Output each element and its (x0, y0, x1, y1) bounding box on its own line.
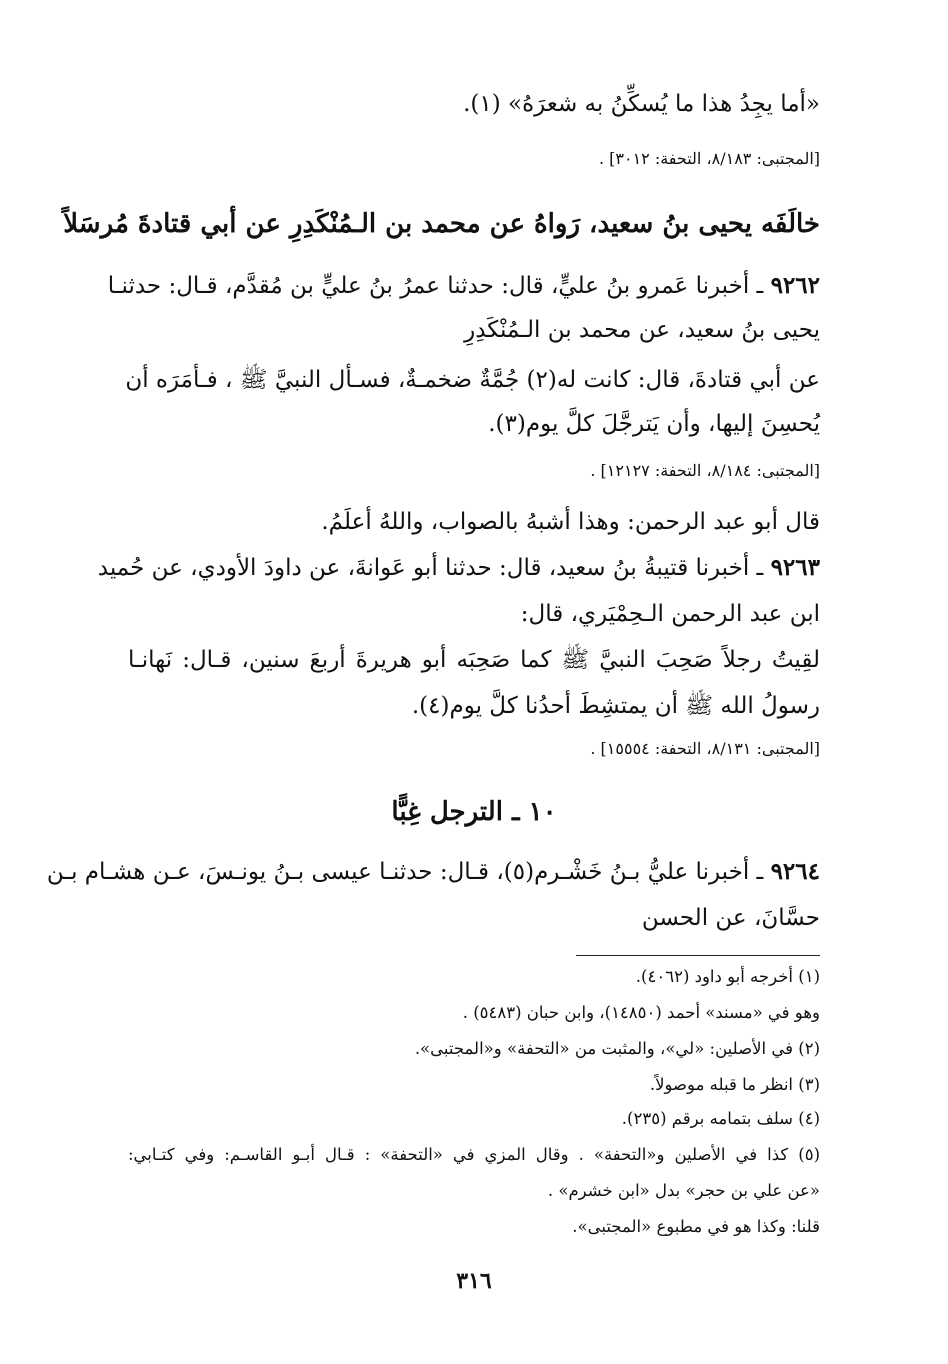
hadith-9264-line-1 (46, 856, 820, 888)
hadith-9262-line-4: يُحسِنَ إليها، وأن يَترجَّلَ كلَّ يوم(٣). (488, 411, 820, 437)
citation: [المجتبى: ٨/١٨٤، التحفة: ١٢١٢٧] . (590, 461, 820, 480)
hadith-9264-line-2: حسَّانَ، عن الحسن (641, 905, 820, 931)
page-number: ٣١٦ (456, 1268, 492, 1294)
footnote: «عن علي بن حجر» بدل «ابن خشرم» . (547, 1181, 820, 1200)
chapter-heading: ١٠ ـ الترجل غِبًّا (391, 797, 557, 827)
citation: [المجتبى: ٨/١٨٣، التحفة: ٣٠١٢] . (598, 149, 820, 168)
hadith-number: ٩٢٦٢ (770, 272, 820, 299)
hadith-9262-line-2: يحيى بنُ سعيد، عن محمد بن الـمُنْكَدِرِ (464, 317, 820, 343)
hadith-text: ـ أخبرنا عَمرو بنُ عليٍّ، قال: حدثنا عمرُ بنُ عليٍّ بن مُقدَّم، قـال: حدثنـا (107, 273, 771, 299)
hadith-number: ٩٢٦٣ (770, 554, 820, 581)
text-line: «أما يجِدُ هذا ما يُسكِّنُ به شعرَهُ» (١). (463, 91, 820, 117)
hadith-text: ـ أخبرنا عليُّ بـنُ خَشْـرم(٥)، قـال: حدثنـا عيسى بـنُ يونـسَ، عـن هشـام بـن (46, 859, 771, 885)
footnote: (١) أخرجه أبو داود (٤٠٦٢). (635, 967, 820, 986)
hadith-9263-line-4: رسولُ الله ﷺ أن يمتشِطَ أحدُنا كلَّ يوم(٤). (411, 693, 820, 719)
footnote: (٤) سلف بتمامه برقم (٢٣٥). (621, 1109, 820, 1128)
hadith-text: ـ أخبرنا قتيبةُ بنُ سعيد، قال: حدثنا أبو عَوانةَ، عن داودَ الأودي، عن حُميد (97, 555, 771, 581)
citation: [المجتبى: ٨/١٣١، التحفة: ١٥٥٥٤] . (590, 739, 820, 758)
footnote: وهو في «مسند» أحمد (١٤٨٥٠)، وابن حبان (٥٤٨٣) . (462, 1003, 820, 1022)
footnote: (٢) في الأصلين: «لي»، والمثبت من «التحفة» و«المجتبى». (414, 1039, 820, 1058)
hadith-9262-line-3: عن أبي قتادةَ، قال: كانت له(٢) جُمَّةٌ ضخمـةٌ، فسـأل النبيَّ ﷺ ، فـأمَرَه أن (125, 367, 820, 393)
hadith-9263-line-1 (97, 552, 820, 584)
text-line: قال أبو عبد الرحمن: وهذا أشبهُ بالصواب، واللهُ أعلَمُ. (321, 509, 820, 535)
hadith-number: ٩٢٦٤ (770, 858, 820, 885)
section-heading: خالَفَه يحيى بنُ سعيد، رَواهُ عن محمد بن الـمُنْكَدِرِ عن أبي قتادةَ مُرسَلاً (63, 209, 820, 239)
footnote: (٥) كذا في الأصلين و«التحفة» . وقال المزي في «التحفة» : قـال أبـو القاسـم: وفي كتـابي: (128, 1145, 820, 1164)
hadith-9263-line-3: لقِيتُ رجلاً صَحِبَ النبيَّ ﷺ كما صَحِبَه أبو هريرةَ أربعَ سنين، قـال: نَهانـا (128, 647, 820, 673)
footnote: قلنا: وكذا هو في مطبوع «المجتبى». (572, 1217, 820, 1236)
footnote-divider (576, 955, 820, 956)
hadith-9262-line-1 (107, 270, 820, 302)
footnote: (٣) انظر ما قبله موصولاً. (649, 1075, 820, 1094)
hadith-9263-line-2: ابن عبد الرحمن الـحِمْيَري، قال: (520, 601, 820, 627)
